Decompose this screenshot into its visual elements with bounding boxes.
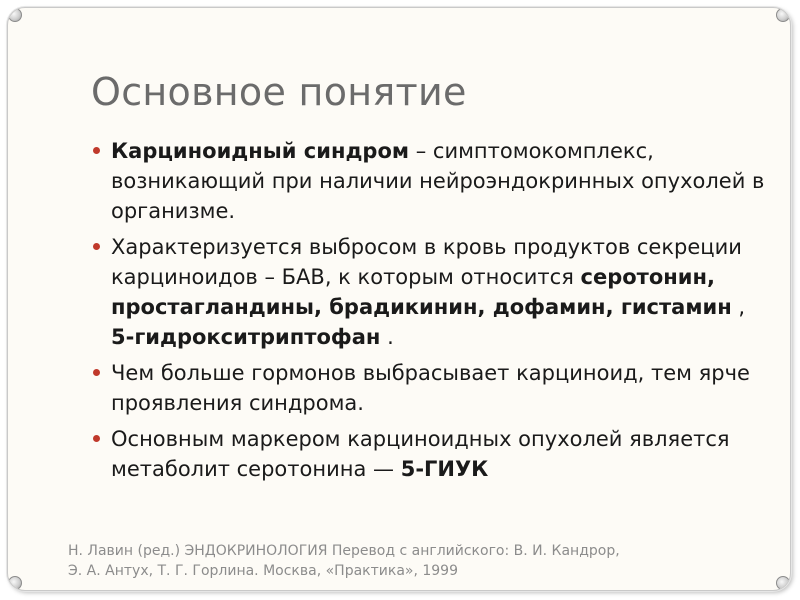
substances-end: .: [380, 325, 394, 349]
bullet-dot-icon: [93, 435, 100, 442]
marker-5hiaa: 5-ГИУК: [400, 457, 489, 481]
bullet-dot-icon: [93, 147, 100, 154]
bullet-item-substances: [91, 232, 771, 352]
corner-screw-icon: [8, 576, 22, 590]
slide-title: Основное понятие: [91, 70, 467, 114]
bullet-dot-icon: [93, 243, 100, 250]
substances-separator: ,: [731, 295, 746, 319]
corner-screw-icon: [776, 576, 790, 590]
substances-intro-text: Характеризуется выбросом в кровь продуктов секреции карциноидов – БАВ, к которым относится: [111, 235, 742, 289]
bullet-dot-icon: [93, 369, 100, 376]
term-carcinoid-syndrome: Карциноидный синдром: [111, 139, 410, 163]
corner-screw-icon: [776, 8, 790, 22]
bullet-item-hormones: [91, 358, 771, 418]
hormones-text: Чем больше гормонов выбрасывает карциноид, тем ярче проявления синдрома.: [111, 361, 750, 415]
source-footnote: Н. Лавин (ред.) ЭНДОКРИНОЛОГИЯ Перевод с английского: В. И. Кандрор, Э. А. Антух, Т. Г. Горлина. Москва, «Практика», 1999: [68, 543, 620, 579]
corner-screw-icon: [8, 8, 22, 22]
definition-text: – симптомокомплекс, возникающий при наличии нейроэндокринных опухолей в организме.: [111, 139, 765, 223]
bullet-item-definition: [91, 136, 771, 226]
bullet-item-marker: [91, 424, 771, 484]
marker-text: Основным маркером карциноидных опухолей является метаболит серотонина —: [111, 427, 730, 481]
bullet-list: [91, 136, 771, 490]
substance-5htp: 5-гидрокситриптофан: [111, 325, 381, 349]
slide: [7, 7, 791, 591]
substances-list: серотонин, простагландины, брадикинин, дофамин, гистамин: [111, 265, 732, 319]
